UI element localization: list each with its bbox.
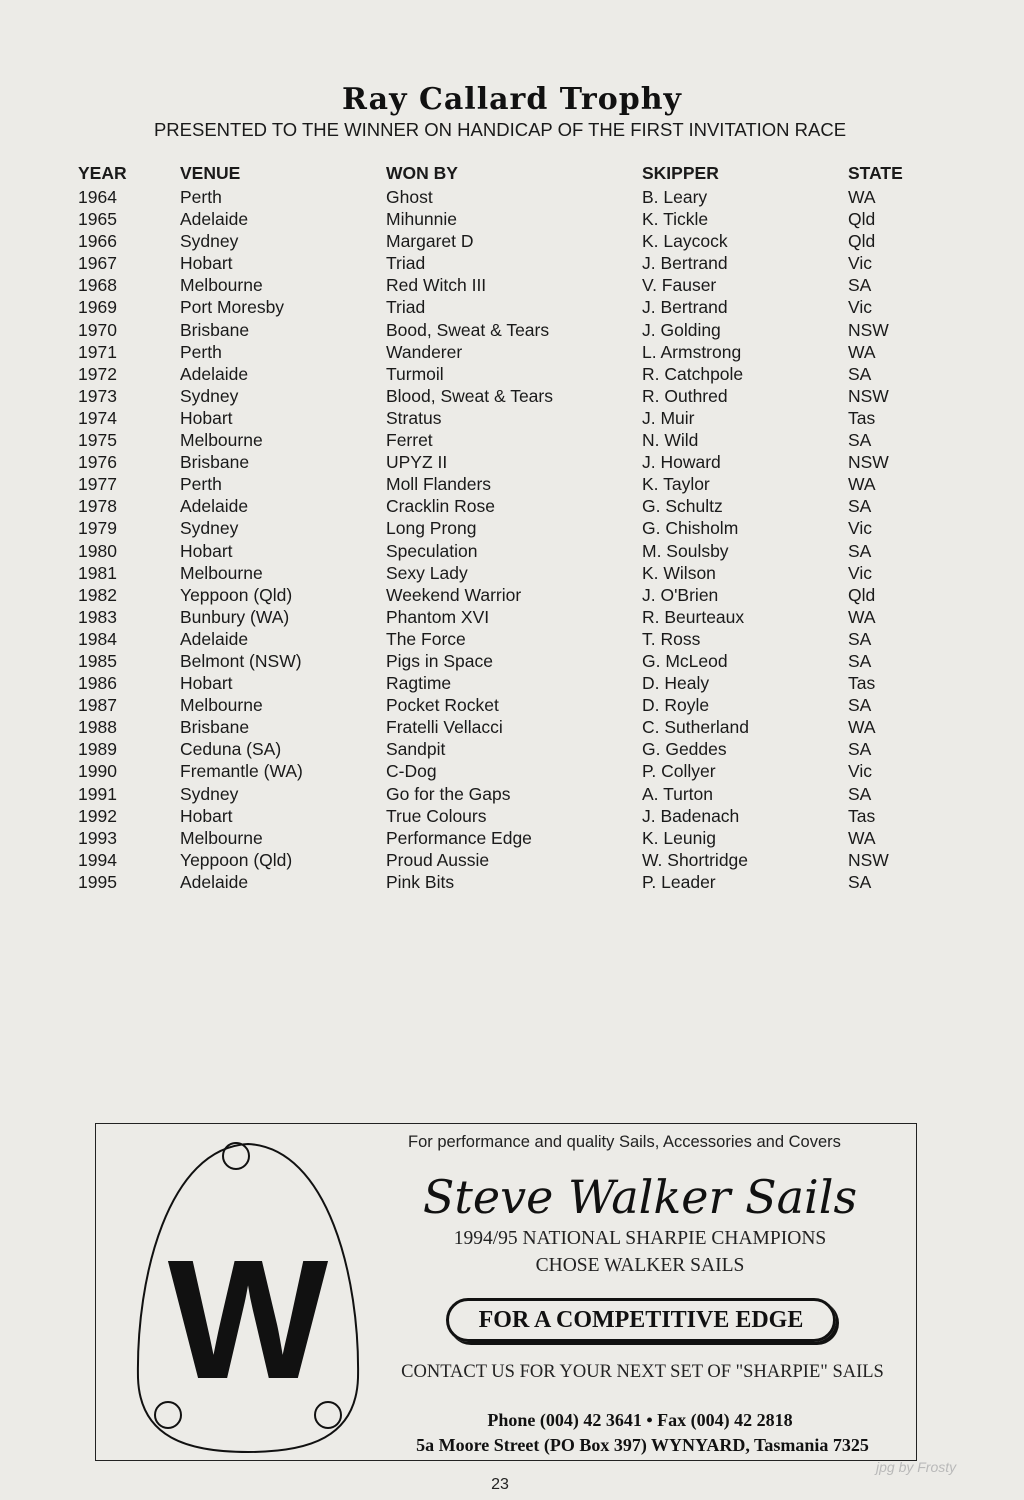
cell-state: WA (848, 474, 876, 495)
cell-venue: Adelaide (180, 496, 249, 517)
cell-won-by: Performance Edge (386, 827, 532, 848)
cell-venue: Melbourne (180, 827, 263, 848)
cell-year: 1991 (78, 783, 117, 804)
cell-venue: Sydney (180, 385, 239, 406)
cell-skipper: G. McLeod (642, 650, 728, 671)
ad-phone-fax: Phone (004) 42 3641 • Fax (004) 42 2818 (487, 1410, 793, 1430)
cell-skipper: K. Wilson (642, 562, 716, 583)
cell-skipper: C. Sutherland (642, 717, 750, 738)
cell-won-by: Ferret (386, 430, 433, 451)
cell-state: Tas (848, 805, 876, 826)
cell-state: Vic (848, 761, 872, 782)
cell-year: 1988 (78, 717, 117, 738)
table-row (78, 650, 938, 672)
ad-contact-line: CONTACT US FOR YOUR NEXT SET OF "SHARPIE" SAILS (401, 1362, 884, 1382)
header-year: YEAR (78, 163, 127, 183)
cell-venue: Melbourne (180, 562, 263, 583)
table-row (78, 208, 938, 230)
ad-champions-line-2: CHOSE WALKER SAILS (535, 1255, 745, 1276)
cell-year: 1983 (78, 606, 117, 627)
ad-brand-name: Steve Walker Sails (422, 1170, 858, 1224)
cell-year: 1982 (78, 584, 117, 605)
cell-state: Vic (848, 562, 872, 583)
ad-champions-text (380, 1225, 900, 1279)
cell-state: SA (848, 628, 872, 649)
cell-state: SA (848, 739, 872, 760)
cell-state: NSW (848, 452, 889, 473)
cell-skipper: J. Badenach (642, 805, 740, 826)
cell-year: 1976 (78, 452, 117, 473)
cell-skipper: D. Royle (642, 695, 710, 716)
cell-skipper: G. Chisholm (642, 518, 739, 539)
logo-letter: W (167, 1225, 329, 1415)
cell-skipper: G. Schultz (642, 496, 723, 517)
cell-won-by: Ghost (386, 187, 433, 207)
page-title: Ray Callard Trophy (342, 82, 682, 117)
cell-won-by: Bood, Sweat & Tears (386, 319, 550, 340)
cell-skipper: P. Leader (642, 871, 716, 892)
cell-state: Qld (848, 584, 876, 605)
cell-won-by: Moll Flanders (386, 474, 492, 495)
cell-won-by: Proud Aussie (386, 849, 490, 870)
table-row (78, 385, 938, 407)
table-row (78, 827, 938, 849)
cell-year: 1969 (78, 297, 117, 318)
cell-skipper: A. Turton (642, 783, 714, 804)
cell-state: NSW (848, 319, 889, 340)
cell-won-by: Speculation (386, 540, 478, 561)
table-row (78, 805, 938, 827)
cell-state: WA (848, 827, 876, 848)
cell-year: 1979 (78, 518, 117, 539)
cell-won-by: The Force (386, 628, 466, 649)
cell-skipper: M. Soulsby (642, 540, 729, 561)
table-row (78, 495, 938, 517)
table-row (78, 849, 938, 871)
cell-won-by: Stratus (386, 407, 442, 428)
cell-year: 1984 (78, 628, 117, 649)
cell-won-by: Long Prong (386, 518, 477, 539)
cell-won-by: UPYZ II (386, 452, 448, 473)
cell-year: 1965 (78, 209, 117, 230)
scan-credit: jpg by Frosty (876, 1459, 957, 1475)
sail-grommet-top (223, 1143, 249, 1169)
table-row (78, 341, 938, 363)
table-row (78, 252, 938, 274)
cell-year: 1992 (78, 805, 117, 826)
cell-won-by: Go for the Gaps (386, 783, 511, 804)
cell-state: NSW (848, 385, 889, 406)
cell-state: WA (848, 606, 876, 627)
cell-venue: Brisbane (180, 452, 250, 473)
cell-venue: Adelaide (180, 363, 249, 384)
cell-state: Tas (848, 407, 876, 428)
cell-venue: Yeppoon (Qld) (180, 584, 293, 605)
cell-won-by: Red Witch III (386, 275, 487, 296)
cell-year: 1978 (78, 496, 117, 517)
cell-year: 1972 (78, 363, 117, 384)
table-header (78, 162, 938, 186)
cell-won-by: Triad (386, 297, 426, 318)
cell-venue: Perth (180, 474, 222, 495)
cell-skipper: D. Healy (642, 673, 710, 694)
walker-sails-logo (128, 1138, 368, 1456)
cell-venue: Hobart (180, 673, 233, 694)
table-row (78, 738, 938, 760)
cell-venue: Melbourne (180, 275, 263, 296)
cell-venue: Perth (180, 187, 222, 207)
cell-year: 1990 (78, 761, 117, 782)
cell-skipper: R. Outhred (642, 385, 728, 406)
cell-year: 1966 (78, 231, 117, 252)
cell-won-by: Margaret D (386, 231, 474, 252)
cell-venue: Belmont (NSW) (180, 650, 302, 671)
cell-skipper: K. Leunig (642, 827, 716, 848)
table-row (78, 429, 938, 451)
cell-venue: Bunbury (WA) (180, 606, 290, 627)
cell-venue: Yeppoon (Qld) (180, 849, 293, 870)
cell-venue: Sydney (180, 783, 239, 804)
cell-year: 1973 (78, 385, 117, 406)
cell-skipper: W. Shortridge (642, 849, 749, 870)
results-table (78, 162, 938, 893)
cell-venue: Adelaide (180, 871, 249, 892)
table-row (78, 296, 938, 318)
table-row (78, 186, 938, 208)
ad-tagline: For performance and quality Sails, Accessories and Covers (408, 1133, 841, 1151)
cell-won-by: Sexy Lady (386, 562, 468, 583)
table-row (78, 606, 938, 628)
cell-skipper: J. O'Brien (642, 584, 719, 605)
cell-skipper: R. Catchpole (642, 363, 744, 384)
cell-won-by: Pink Bits (386, 871, 455, 892)
cell-won-by: Pocket Rocket (386, 695, 499, 716)
cell-skipper: J. Howard (642, 452, 721, 473)
cell-won-by: True Colours (386, 805, 487, 826)
cell-year: 1975 (78, 430, 117, 451)
cell-skipper: J. Muir (642, 407, 695, 428)
cell-won-by: Ragtime (386, 673, 452, 694)
cell-state: SA (848, 430, 872, 451)
cell-state: Tas (848, 673, 876, 694)
table-row (78, 274, 938, 296)
cell-skipper: J. Bertrand (642, 253, 728, 274)
cell-year: 1971 (78, 341, 117, 362)
cell-won-by: Sandpit (386, 739, 446, 760)
cell-state: NSW (848, 849, 889, 870)
table-row (78, 517, 938, 539)
cell-skipper: K. Tickle (642, 209, 709, 230)
cell-skipper: V. Fauser (642, 275, 717, 296)
cell-year: 1977 (78, 474, 117, 495)
cell-year: 1964 (78, 187, 117, 207)
ad-address: 5a Moore Street (PO Box 397) WYNYARD, Tasmania 7325 (416, 1435, 869, 1455)
cell-year: 1989 (78, 739, 117, 760)
cell-won-by: Turmoil (386, 363, 444, 384)
cell-won-by: Weekend Warrior (386, 584, 522, 605)
cell-venue: Fremantle (WA) (180, 761, 303, 782)
cell-venue: Sydney (180, 518, 239, 539)
cell-year: 1987 (78, 695, 117, 716)
header-skipper: SKIPPER (642, 163, 719, 183)
cell-state: WA (848, 187, 876, 207)
cell-skipper: B. Leary (642, 187, 708, 207)
table-row (78, 783, 938, 805)
table-row (78, 407, 938, 429)
cell-venue: Adelaide (180, 628, 249, 649)
cell-won-by: Fratelli Vellacci (386, 717, 503, 738)
table-row (78, 319, 938, 341)
table-row (78, 584, 938, 606)
table-row (78, 694, 938, 716)
cell-state: Qld (848, 209, 876, 230)
table-row (78, 716, 938, 738)
cell-skipper: T. Ross (642, 628, 701, 649)
cell-skipper: J. Bertrand (642, 297, 728, 318)
header-state: STATE (848, 163, 903, 183)
header-venue: VENUE (180, 163, 241, 183)
cell-won-by: C-Dog (386, 761, 437, 782)
cell-year: 1994 (78, 849, 117, 870)
cell-state: Vic (848, 297, 872, 318)
cell-won-by: Blood, Sweat & Tears (386, 385, 553, 406)
cell-state: WA (848, 341, 876, 362)
cell-skipper: K. Laycock (642, 231, 728, 252)
cell-won-by: Pigs in Space (386, 650, 494, 671)
cell-year: 1967 (78, 253, 117, 274)
cell-venue: Port Moresby (180, 297, 285, 318)
table-row (78, 473, 938, 495)
cell-venue: Perth (180, 341, 222, 362)
cell-won-by: Cracklin Rose (386, 496, 495, 517)
cell-skipper: L. Armstrong (642, 341, 742, 362)
cell-year: 1985 (78, 650, 117, 671)
cell-won-by: Phantom XVI (386, 606, 490, 627)
cell-venue: Sydney (180, 231, 239, 252)
cell-venue: Ceduna (SA) (180, 739, 282, 760)
cell-state: SA (848, 871, 872, 892)
table-row (78, 760, 938, 782)
cell-state: Vic (848, 518, 872, 539)
page-number: 23 (491, 1476, 509, 1493)
page-subtitle: PRESENTED TO THE WINNER ON HANDICAP OF THE FIRST INVITATION RACE (153, 119, 847, 140)
cell-venue: Melbourne (180, 695, 263, 716)
table-row (78, 562, 938, 584)
ad-slogan-banner: FOR A COMPETITIVE EDGE (446, 1298, 836, 1342)
ad-champions-line-1: 1994/95 NATIONAL SHARPIE CHAMPIONS (453, 1228, 827, 1249)
table-row (78, 540, 938, 562)
cell-state: WA (848, 717, 876, 738)
cell-year: 1986 (78, 673, 117, 694)
cell-won-by: Mihunnie (386, 209, 458, 230)
cell-state: SA (848, 275, 872, 296)
cell-state: SA (848, 695, 872, 716)
cell-skipper: J. Golding (642, 319, 721, 340)
cell-venue: Melbourne (180, 430, 263, 451)
cell-skipper: K. Taylor (642, 474, 710, 495)
cell-year: 1968 (78, 275, 117, 296)
cell-state: SA (848, 363, 872, 384)
table-row (78, 451, 938, 473)
cell-year: 1995 (78, 871, 117, 892)
table-row (78, 628, 938, 650)
header-won-by: WON BY (386, 163, 458, 183)
cell-skipper: G. Geddes (642, 739, 727, 760)
table-row (78, 363, 938, 385)
cell-venue: Adelaide (180, 209, 249, 230)
table-body (78, 186, 938, 893)
cell-year: 1970 (78, 319, 117, 340)
cell-year: 1981 (78, 562, 117, 583)
cell-state: Qld (848, 231, 876, 252)
cell-skipper: R. Beurteaux (642, 606, 745, 627)
cell-year: 1993 (78, 827, 117, 848)
cell-year: 1980 (78, 540, 117, 561)
cell-state: SA (848, 650, 872, 671)
table-row (78, 672, 938, 694)
cell-state: Vic (848, 253, 872, 274)
cell-won-by: Wanderer (386, 341, 463, 362)
cell-venue: Brisbane (180, 319, 250, 340)
cell-venue: Hobart (180, 407, 233, 428)
cell-venue: Hobart (180, 253, 233, 274)
cell-state: SA (848, 496, 872, 517)
cell-skipper: N. Wild (642, 430, 699, 451)
cell-won-by: Triad (386, 253, 426, 274)
cell-state: SA (848, 783, 872, 804)
cell-skipper: P. Collyer (642, 761, 716, 782)
cell-venue: Hobart (180, 805, 233, 826)
cell-state: SA (848, 540, 872, 561)
table-row (78, 230, 938, 252)
table-row (78, 871, 938, 893)
cell-year: 1974 (78, 407, 117, 428)
cell-venue: Brisbane (180, 717, 250, 738)
cell-venue: Hobart (180, 540, 233, 561)
